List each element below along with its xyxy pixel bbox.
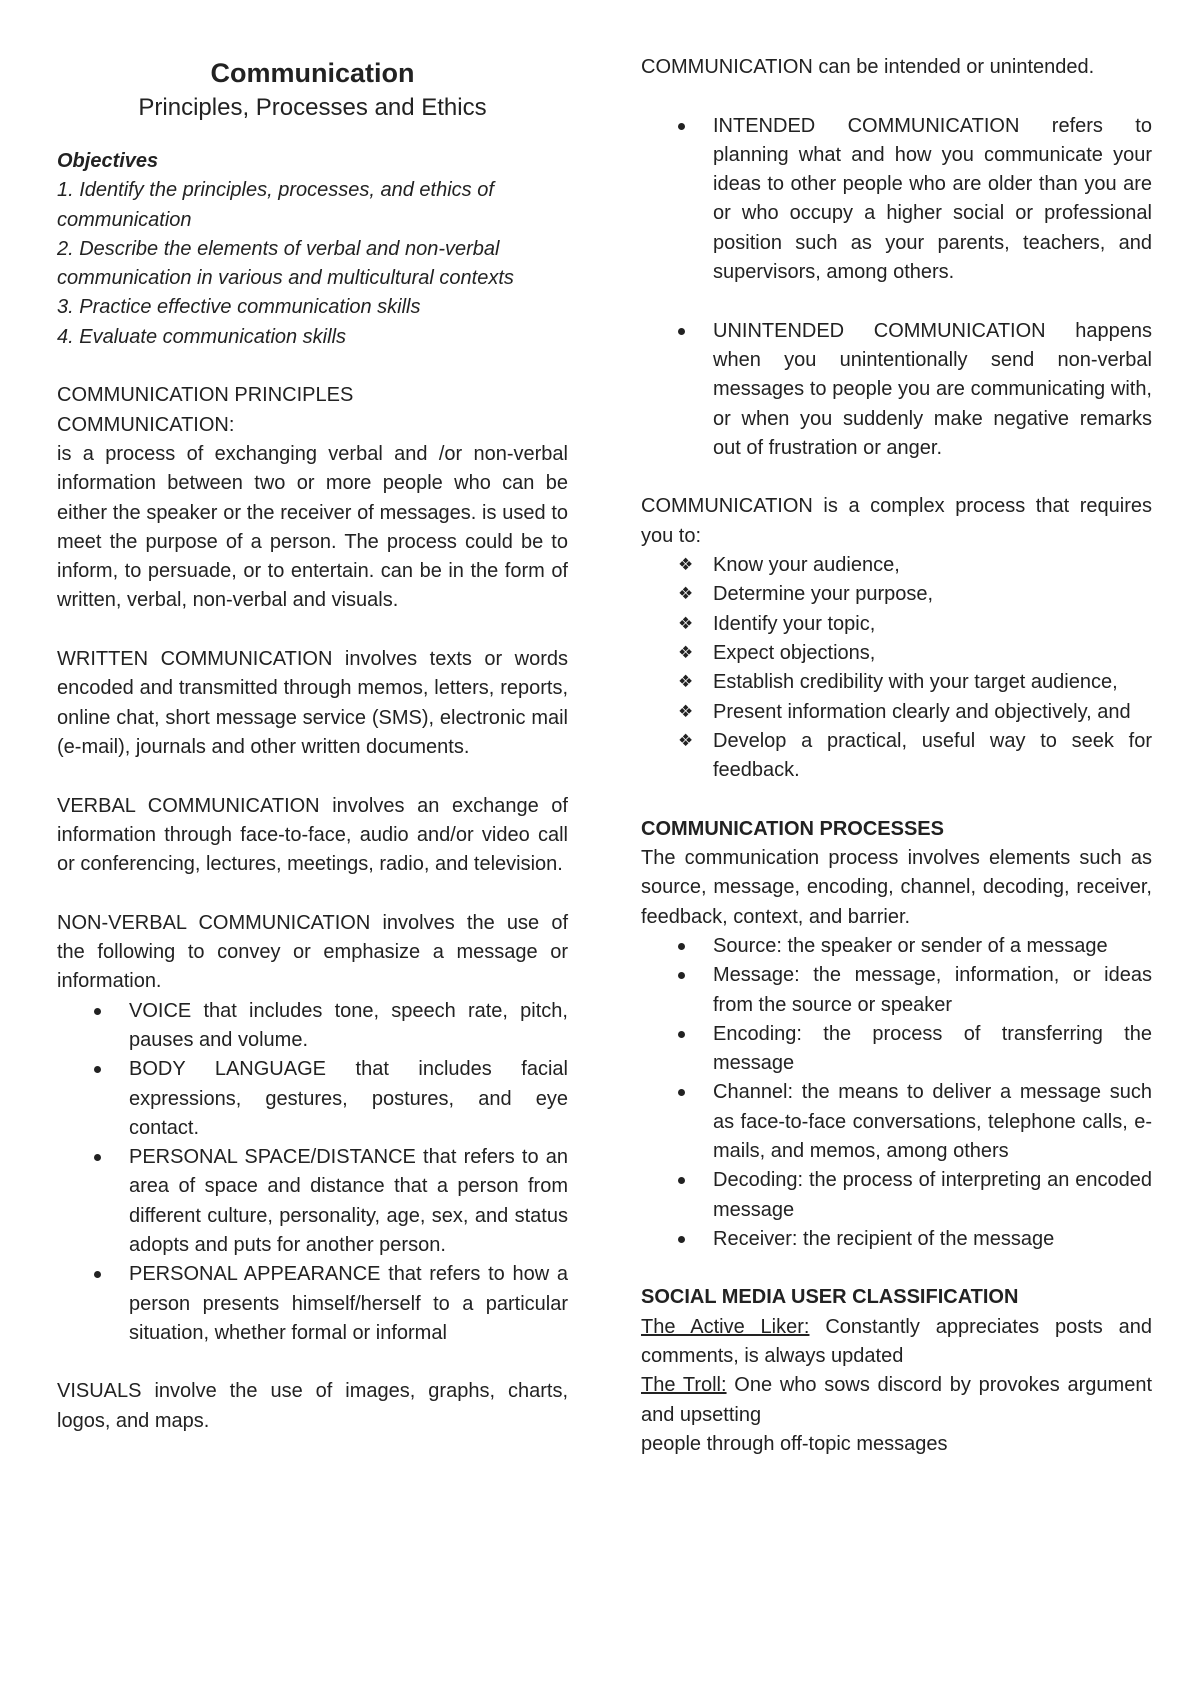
troll-paragraph: The Troll: One who sows discord by provokes argument and upsetting xyxy=(641,1374,1152,1426)
list-item: Receiver: the recipient of the message xyxy=(641,1225,1152,1254)
list-item: UNINTENDED COMMUNICATION happens when you unintentionally send non-verbal messages to people you are communicating with, or when you suddenly make negative remarks out of frustration or anger. xyxy=(641,317,1152,463)
nonverbal-intro: NON-VERBAL COMMUNICATION involves the use of the following to convey or emphasize a message or information. xyxy=(57,911,568,993)
active-liker-paragraph: The Active Liker: Constantly appreciates posts and comments, is always updated xyxy=(641,1315,1152,1368)
diamond-bullet-icon: ❖ xyxy=(678,584,694,605)
principles-heading: COMMUNICATION PRINCIPLES xyxy=(57,384,354,407)
list-item: ❖ Establish credibility with your target audience, xyxy=(641,668,1152,697)
social-heading: SOCIAL MEDIA USER CLASSIFICATION xyxy=(641,1286,1019,1309)
unintended-list xyxy=(641,317,1152,463)
troll-continuation: people through off-topic messages xyxy=(641,1432,948,1455)
complex-intro: COMMUNICATION is a complex process that requires you to: xyxy=(641,495,1152,547)
document-subtitle: Principles, Processes and Ethics xyxy=(138,94,487,121)
list-item: ❖ Present information clearly and objectively, and xyxy=(641,698,1152,727)
diamond-bullet-icon: ❖ xyxy=(678,555,694,576)
objectives-heading: Objectives xyxy=(57,150,159,172)
list-item: BODY LANGUAGE that includes facial expressions, gestures, postures, and eye contact. xyxy=(57,1055,568,1143)
list-item: Source: the speaker or sender of a message xyxy=(641,932,1152,961)
list-item: VOICE that includes tone, speech rate, pitch, pauses and volume. xyxy=(57,997,568,1056)
objective-item: 1. Identify the principles, processes, and ethics of communication xyxy=(57,179,494,231)
troll-label: The Troll: xyxy=(641,1374,727,1397)
nonverbal-list xyxy=(57,997,568,1349)
diamond-bullet-icon: ❖ xyxy=(678,701,694,722)
intended-list xyxy=(641,112,1152,288)
list-item: ❖ Expect objections, xyxy=(641,639,1152,668)
diamond-bullet-icon: ❖ xyxy=(678,642,694,663)
processes-intro: The communication process involves elements such as source, message, encoding, channel, decoding, receiver, feedback, context, and barrier. xyxy=(641,847,1152,928)
visuals-paragraph: VISUALS involve the use of images, graphs, charts, logos, and maps. xyxy=(57,1380,568,1432)
list-item: ❖ Develop a practical, useful way to seek for feedback. xyxy=(641,727,1152,786)
communication-definition: is a process of exchanging verbal and /or non-verbal information between two or more people who can be either the speaker or the receiver of messages. is used to meet the purpose of a person. The process could be to inform, to persuade, or to entertain. can be in the form of written, verbal, non-verbal and visuals. xyxy=(57,442,568,612)
objective-item: 3. Practice effective communication skills xyxy=(57,296,421,319)
list-item: Message: the message, information, or ideas from the source or speaker xyxy=(641,961,1152,1020)
list-item: Decoding: the process of interpreting an encoded message xyxy=(641,1166,1152,1225)
list-item: Encoding: the process of transferring the message xyxy=(641,1020,1152,1079)
list-item: ❖ Identify your topic, xyxy=(641,610,1152,639)
left-column xyxy=(57,53,568,1436)
complex-list xyxy=(641,551,1152,785)
verbal-communication: VERBAL COMMUNICATION involves an exchange of information through face-to-face, audio and/or video call or conferencing, lectures, meetings, radio, and television. xyxy=(57,794,568,876)
list-item: Channel: the means to deliver a message such as face-to-face conversations, telephone calls, e-mails, and memos, among others xyxy=(641,1078,1152,1166)
active-liker-label: The Active Liker: xyxy=(641,1315,810,1338)
objective-item: 2. Describe the elements of verbal and non-verbal communication in various and multicultural contexts xyxy=(57,237,514,290)
right-column xyxy=(641,53,1152,1459)
list-item: ❖ Know your audience, xyxy=(641,551,1152,580)
list-item: PERSONAL SPACE/DISTANCE that refers to an area of space and distance that a person from different culture, personality, age, sex, and status adopts and puts for another person. xyxy=(57,1143,568,1260)
process-list xyxy=(641,932,1152,1254)
document-title: Communication xyxy=(210,58,415,88)
list-item: INTENDED COMMUNICATION refers to planning what and how you communicate your ideas to other people who are older than you are or who occupy a higher social or professional position such as your parents, teachers, and supervisors, among others. xyxy=(641,112,1152,288)
diamond-bullet-icon: ❖ xyxy=(678,730,694,751)
list-item: PERSONAL APPEARANCE that refers to how a person presents himself/herself to a particular situation, whether formal or informal xyxy=(57,1260,568,1348)
intended-intro: COMMUNICATION can be intended or unintended. xyxy=(641,56,1095,78)
diamond-bullet-icon: ❖ xyxy=(678,613,694,634)
communication-label: COMMUNICATION: xyxy=(57,413,235,436)
written-communication: WRITTEN COMMUNICATION involves texts or words encoded and transmitted through memos, letters, reports, online chat, short message service (SMS), electronic mail (e-mail), journals and other written documents. xyxy=(57,648,568,758)
processes-heading: COMMUNICATION PROCESSES xyxy=(641,817,944,840)
objective-item: 4. Evaluate communication skills xyxy=(57,325,347,348)
list-item: ❖ Determine your purpose, xyxy=(641,580,1152,609)
diamond-bullet-icon: ❖ xyxy=(678,672,694,693)
